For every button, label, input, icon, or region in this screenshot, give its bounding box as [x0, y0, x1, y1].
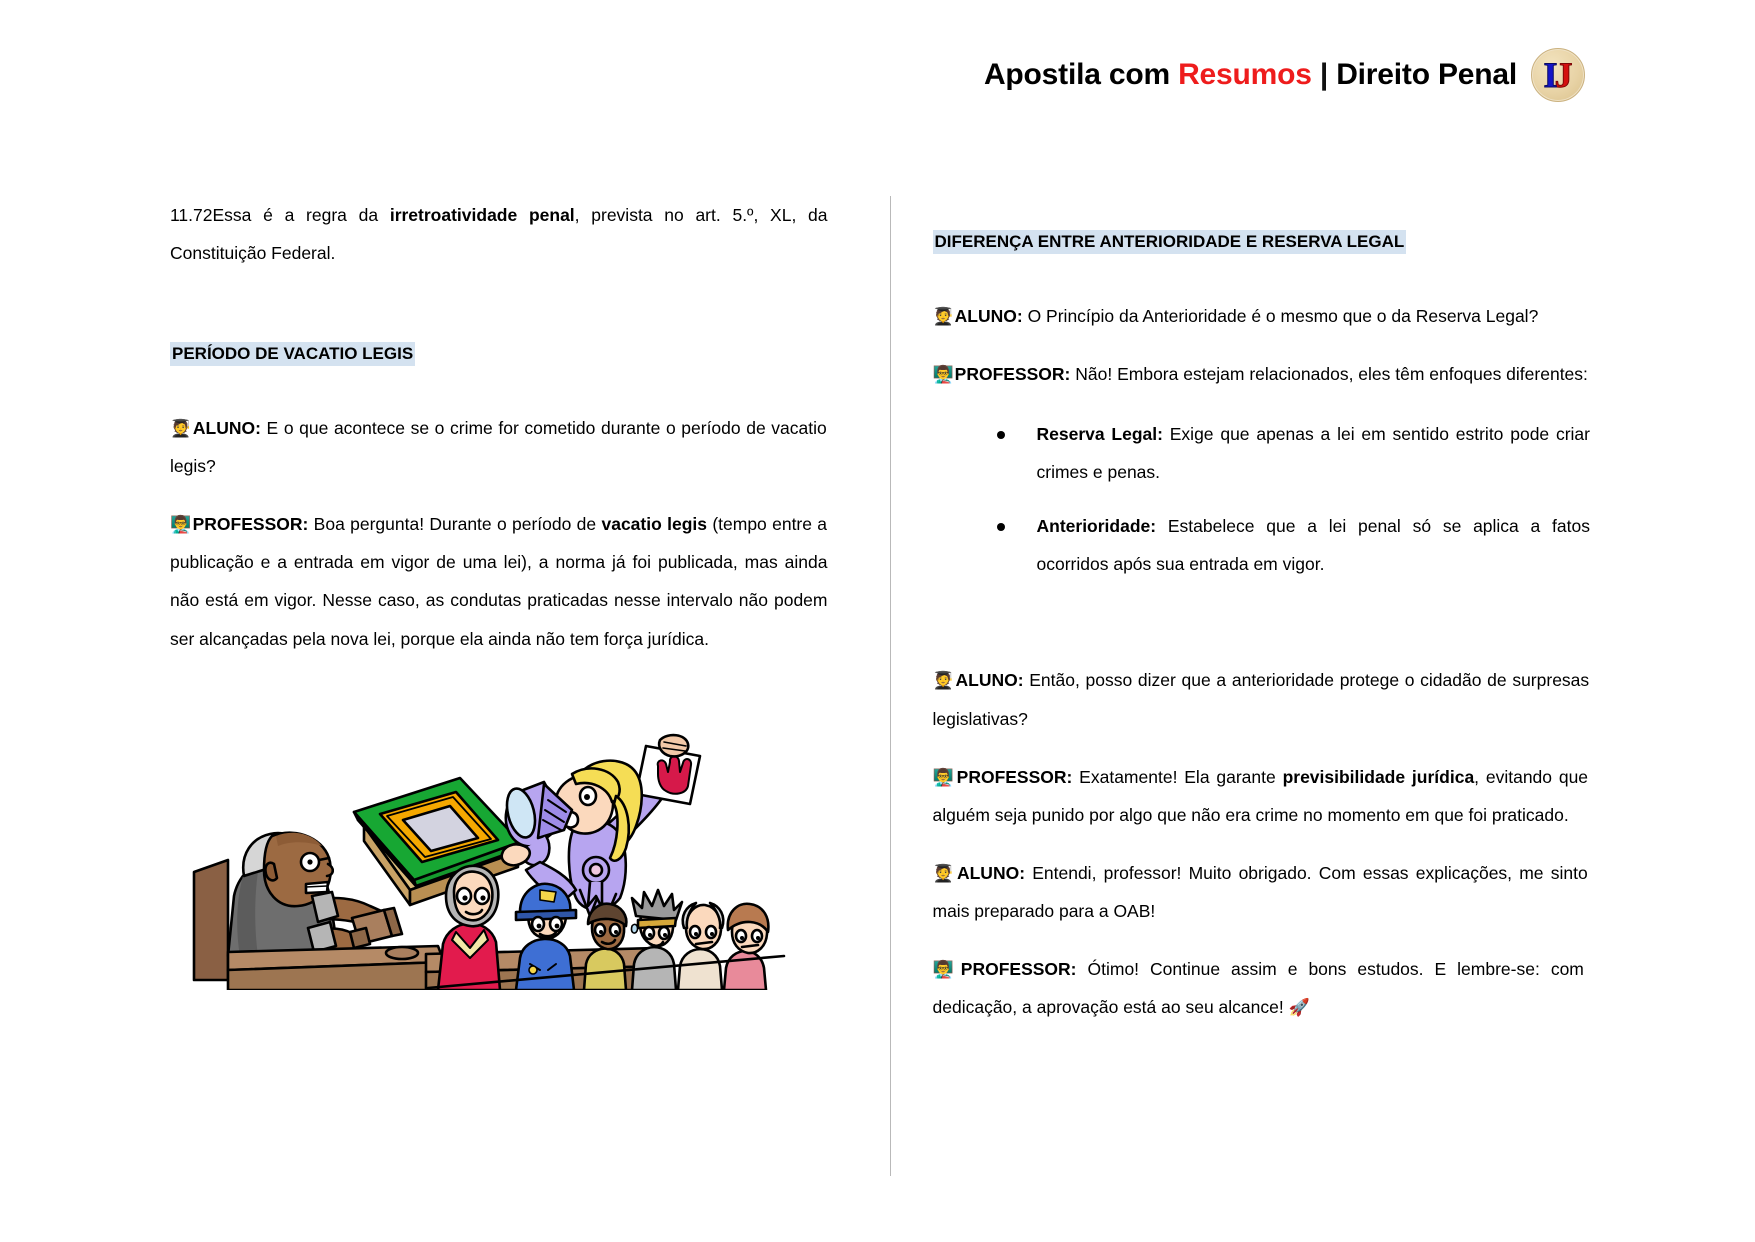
- speaker-label-aluno: ALUNO:: [954, 305, 1023, 326]
- qa-professor-1-text-b: (tempo entre a publicação e a entrada em vigor de uma lei), a norma já foi publicada, mas ainda não está em vigor. Nesse caso, as condutas praticadas nesse intervalo não podem ser alcançadas pela nova lei, porque ela ainda não tem força jurídica.: [170, 514, 828, 649]
- teacher-icon: 👨‍🏫: [932, 364, 954, 385]
- qa-student-r1: [933, 297, 1591, 335]
- qa-professor-r1: [933, 355, 1591, 393]
- qa-professor-r2: [933, 758, 1591, 834]
- teacher-icon: 👨‍🏫: [170, 515, 192, 536]
- page-header: [984, 48, 1585, 102]
- right-column: [923, 196, 1591, 1176]
- qa-student-r1-text: O Princípio da Anterioridade é o mesmo que o da Reserva Legal?: [1022, 305, 1539, 326]
- intro-bold-term: irretroatividade penal: [389, 205, 575, 225]
- header-title-separator: |: [1311, 58, 1337, 91]
- intro-number: 11.72: [170, 205, 213, 225]
- qa-professor-r1-text: Não! Embora estejam relacionados, eles têm enfoques diferentes:: [1070, 363, 1588, 384]
- bullet-term-anterioridade: Anterioridade:: [1036, 516, 1157, 537]
- section-heading-text: PERÍODO DE VACATIO LEGIS: [170, 342, 415, 366]
- left-heading-wrap: [170, 308, 828, 389]
- bench-back-panel: [194, 860, 228, 980]
- judge-bench: [228, 946, 444, 990]
- qa-student-r3: [933, 854, 1591, 930]
- qa-professor-r2-bold: previsibilidade jurídica: [1282, 766, 1475, 787]
- bullet-term-reserva-legal: Reserva Legal:: [1036, 423, 1163, 444]
- rocket-icon: 🚀: [1288, 998, 1310, 1019]
- speaker-label-aluno: ALUNO:: [192, 417, 261, 438]
- ij-logo-icon: [1531, 48, 1585, 102]
- speaker-label-aluno: ALUNO:: [955, 670, 1024, 691]
- teacher-icon: 👨‍🏫: [932, 767, 956, 788]
- left-column: [170, 196, 858, 1176]
- qa-professor-r3-text: Ótimo! Continue assim e bons estudos. E lembre-se: com dedicação, a aprovação está ao seu alcance!: [932, 959, 1584, 1018]
- graduate-icon: 🧑‍🎓: [170, 418, 192, 439]
- teacher-icon: 👨‍🏫: [932, 960, 960, 981]
- qa-professor-r3: [933, 950, 1591, 1026]
- intro-paragraph: [170, 196, 828, 272]
- header-title: [984, 60, 1517, 90]
- qa-student-r2-text: Então, posso dizer que a anterioridade protege o cidadão de surpresas legislativas?: [932, 670, 1590, 729]
- section-heading-diferenca: [933, 230, 1407, 255]
- qa-professor-1-bold: vacatio legis: [601, 514, 707, 535]
- section-heading-vacatio-legis: [170, 342, 415, 367]
- speaker-label-aluno: ALUNO:: [956, 863, 1026, 884]
- section-heading-text-right: DIFERENÇA ENTRE ANTERIORIDADE E RESERVA LEGAL: [933, 230, 1407, 254]
- graduate-icon: 🧑‍🎓: [932, 864, 956, 885]
- qa-student-1-text: E o que acontece se o crime for cometido durante o período de vacatio legis?: [170, 417, 827, 477]
- header-title-accent: Resumos: [1178, 58, 1312, 91]
- logo-letter-j: J: [1554, 55, 1573, 95]
- crowd-woman-pink: [724, 904, 768, 990]
- logo-letter-i: I: [1543, 55, 1558, 95]
- graduate-icon: 🧑‍🎓: [932, 306, 954, 327]
- difference-bullet-list: [933, 415, 1591, 584]
- intro-text-1: Essa é a regra da: [212, 205, 390, 225]
- qa-professor-1-text-a: Boa pergunta! Durante o período de: [308, 514, 602, 535]
- qa-student-r2: [933, 661, 1591, 737]
- header-title-part1: Apostila com: [983, 58, 1179, 91]
- crowd-police-officer: [516, 884, 576, 990]
- two-column-body: [170, 196, 1590, 1176]
- list-item: [997, 507, 1591, 583]
- list-item: [997, 415, 1591, 491]
- speaker-label-professor: PROFESSOR:: [956, 766, 1073, 787]
- column-divider: [890, 196, 891, 1176]
- header-title-part2: Direito Penal: [1336, 58, 1517, 91]
- crowd-man-grey: [632, 890, 682, 990]
- crowd-woman-red: [438, 866, 500, 990]
- bullet-text-reserva-legal: Exige que apenas a lei em sentido estrito pode criar crimes e penas.: [1036, 423, 1590, 483]
- bullet-text-anterioridade: Estabelece que a lei penal só se aplica a fatos ocorridos após sua entrada em vigor.: [1036, 516, 1590, 575]
- speaker-label-professor: PROFESSOR:: [954, 363, 1071, 384]
- qa-professor-r2-text-a: Exatamente! Ela garante: [1072, 766, 1283, 787]
- intro-text-2: , prevista no art. 5.º, XL, da Constituição Federal.: [170, 205, 828, 264]
- speaker-label-professor: PROFESSOR:: [192, 514, 309, 535]
- crowd-man-bald: [678, 903, 723, 990]
- graduate-icon: 🧑‍🎓: [932, 671, 955, 692]
- right-heading-wrap: [933, 196, 1591, 277]
- qa-student-r3-text: Entendi, professor! Muito obrigado. Com essas explicações, me sinto mais preparado para a OAB!: [932, 863, 1588, 922]
- qa-student-1: [170, 409, 828, 485]
- spacer: [933, 609, 1591, 661]
- qa-professor-1: [170, 505, 828, 658]
- speaker-label-professor: PROFESSOR:: [960, 959, 1077, 980]
- qa-professor-r2-text-b: , evitando que alguém seja punido por algo que não era crime no momento em que foi praticado.: [932, 766, 1589, 825]
- courtroom-cartoon-illustration: [188, 700, 788, 990]
